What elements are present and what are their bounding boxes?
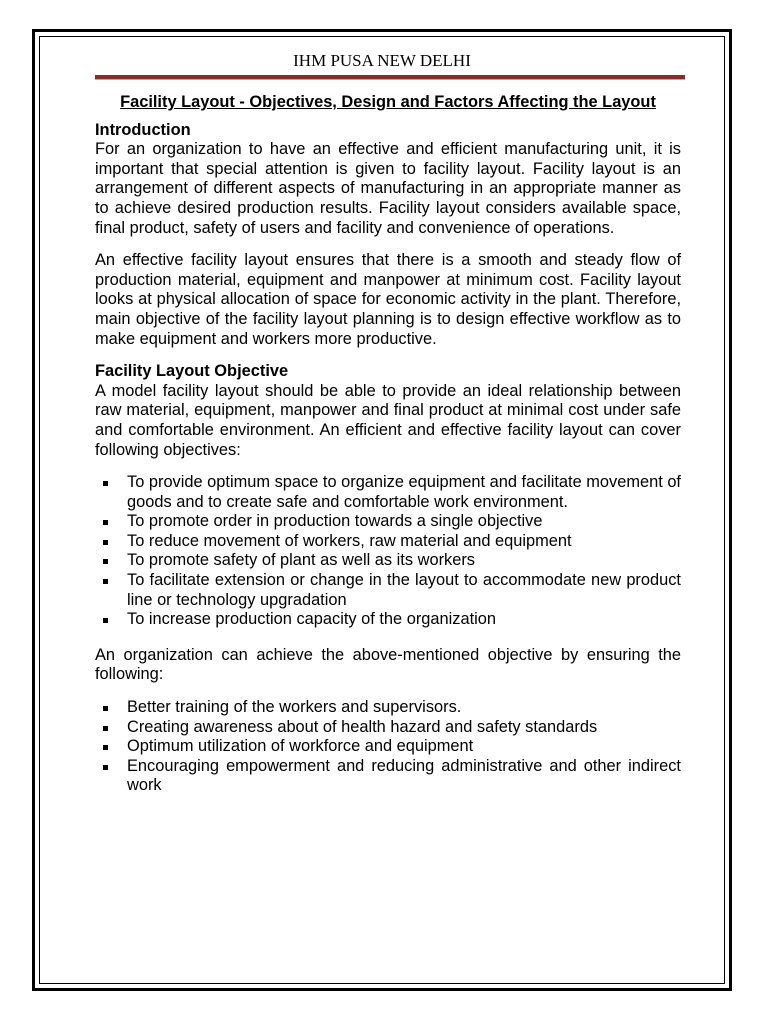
document-title: Facility Layout - Objectives, Design and Factors Affecting the Layout: [120, 93, 656, 111]
list-item: [95, 571, 681, 610]
list-item-text: Better training of the workers and supervisors.: [127, 698, 462, 717]
introduction-paragraph: An effective facility layout ensures that there is a smooth and steady flow of production material, equipment and manpower at minimum cost. Facility layout looks at physical allocation of space for economic activity in the plant. Therefore, main objective of the facility layout planning is to design effective workflow as to make equipment and workers more productive.: [95, 251, 681, 348]
introduction-paragraph: For an organization to have an effective and efficient manufacturing unit, it is important that special attention is given to facility layout. Facility layout is an arrangement of different aspects of manufacturing in an appropriate manner as to achieve desired production results. Facility layout considers available space, final product, safety of users and facility and convenience of operations.: [95, 140, 681, 237]
list-item: [95, 551, 681, 571]
objective-paragraph: A model facility layout should be able to provide an ideal relationship between raw material, equipment, manpower and final product at minimal cost under safe and comfortable environment. An efficient and effective facility layout can cover following objectives:: [95, 381, 681, 459]
list-item-text: Optimum utilization of workforce and equipment: [127, 737, 474, 756]
list-item-text: To reduce movement of workers, raw material and equipment: [127, 531, 572, 550]
square-bullet-icon: [103, 540, 108, 545]
square-bullet-icon: [103, 726, 108, 731]
header-divider: [95, 75, 685, 80]
objective-list: [95, 473, 681, 630]
list-item: [95, 698, 681, 718]
list-item: [95, 473, 681, 512]
list-item: [95, 737, 681, 757]
square-bullet-icon: [103, 745, 108, 750]
list-item-text: To promote safety of plant as well as its workers: [127, 551, 475, 570]
document-body: [95, 93, 681, 812]
institution-header: IHM PUSA NEW DELHI: [293, 51, 471, 70]
achieve-paragraph: An organization can achieve the above-mentioned objective by ensuring the following:: [95, 645, 681, 684]
objective-heading: Facility Layout Objective: [95, 362, 289, 381]
square-bullet-icon: [103, 481, 108, 486]
square-bullet-icon: [103, 765, 108, 770]
square-bullet-icon: [103, 618, 108, 623]
list-item-text: To facilitate extension or change in the layout to accommodate new product line or technology upgradation: [127, 571, 681, 609]
list-item-text: To promote order in production towards a single objective: [127, 512, 543, 531]
list-item-text: Creating awareness about of health hazard and safety standards: [127, 717, 598, 736]
square-bullet-icon: [103, 559, 108, 564]
page-border: [32, 29, 732, 991]
list-item: [95, 532, 681, 552]
list-item-text: To increase production capacity of the organization: [127, 610, 497, 629]
introduction-heading: Introduction: [95, 120, 191, 139]
list-item-text: Encouraging empowerment and reducing administrative and other indirect work: [127, 756, 681, 795]
page-inner-border: [39, 36, 725, 984]
list-item: [95, 610, 681, 630]
list-item: [95, 757, 681, 796]
list-item-text: To provide optimum space to organize equipment and facilitate movement of goods and to create safe and comfortable work environment.: [127, 473, 681, 511]
list-item: [95, 718, 681, 738]
square-bullet-icon: [103, 706, 108, 711]
square-bullet-icon: [103, 520, 108, 525]
square-bullet-icon: [103, 579, 108, 584]
achieve-list: [95, 698, 681, 796]
list-item: [95, 512, 681, 532]
